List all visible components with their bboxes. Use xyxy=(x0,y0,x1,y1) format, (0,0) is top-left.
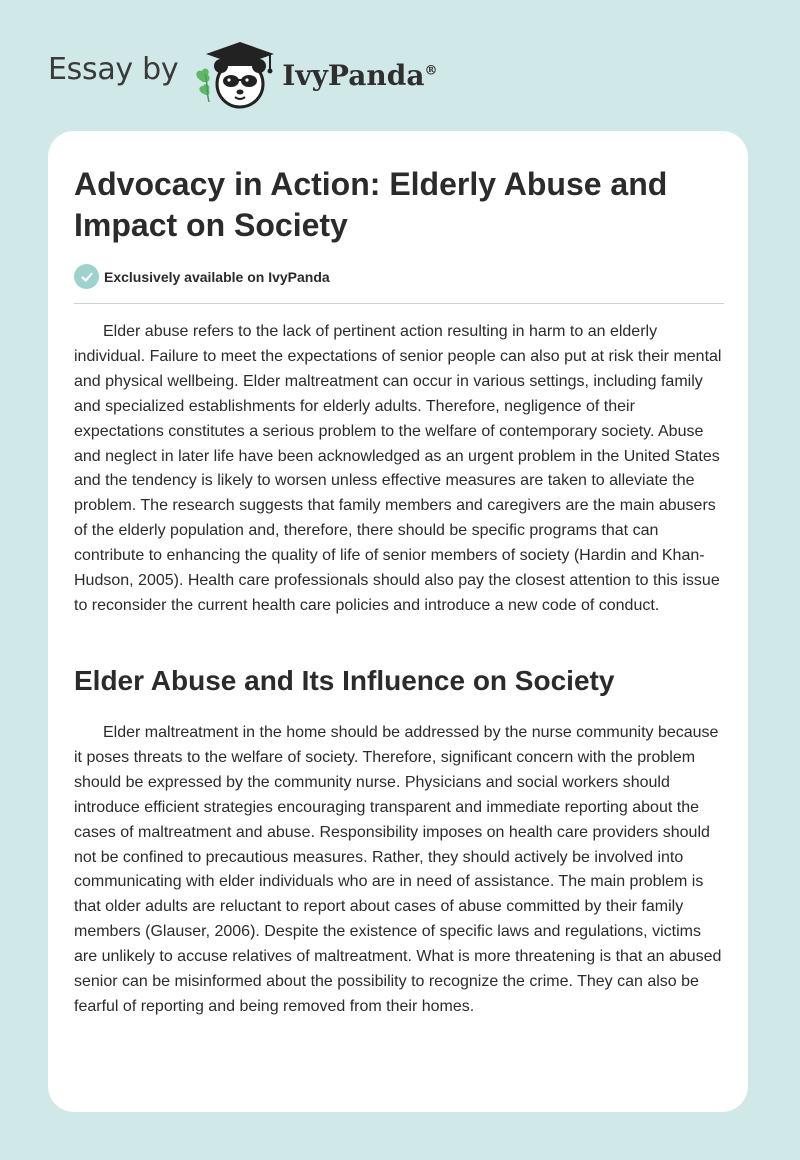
page-title: Advocacy in Action: Elderly Abuse and Impact on Society xyxy=(74,166,668,243)
check-circle-icon xyxy=(74,264,99,289)
essay-card xyxy=(48,131,748,1112)
site-header xyxy=(48,36,437,110)
exclusive-badge-label: Exclusively available on IvyPanda xyxy=(104,268,330,285)
divider xyxy=(74,303,724,304)
essay-by-label: Essay by xyxy=(48,51,179,87)
brand-text: IvyPanda xyxy=(282,58,425,92)
section-heading: Elder Abuse and Its Influence on Society xyxy=(74,665,615,696)
registered-mark: ® xyxy=(424,63,438,79)
section-paragraph: Elder maltreatment in the home should be addressed by the nurse community because it poses threats to the welfare of society. Therefore, significant concern with the problem should be expressed by the community nurse. Physicians and social workers should introduce efficient strategies encouraging transparent and immediate reporting about the cases of maltreatment and abuse. Responsibility imposes on health care providers should not be confined to precautious measures. Rather, they should actively be involved into communicating with elder individuals who are in need of assistance. The main problem is that older adults are reluctant to report about cases of abuse committed by their family members (Glauser, 2006). Despite the existence of specific laws and regulations, victims are unlikely to accuse relatives of maltreatment. What is more threatening is that an abused senior can be misinformed about the possibility to recognize the crime. They can also be fearful of reporting and being removed from their homes. xyxy=(74,724,722,1015)
intro-paragraph: Elder abuse refers to the lack of pertinent action resulting in harm to an elderly individual. Failure to meet the expectations of senior people can also put at risk their mental and physical wellbeing. Elder maltreatment can occur in various settings, including family and specialized establishments for elderly adults. Therefore, negligence of their expectations constitutes a serious problem to the welfare of contemporary society. Abuse and neglect in later life have been acknowledged as an urgent problem in the United States and the tendency is likely to worsen unless effective measures are taken to alleviate the problem. The research suggests that family members and caregivers are the main abusers of the elderly population and, therefore, there should be specific programs that can contribute to enhancing the quality of life of senior members of society (Hardin and Khan-Hudson, 2005). Health care professionals should also pay the closest attention to this issue to reconsider the current health care policies and introduce a new code of conduct. xyxy=(74,323,722,614)
exclusive-badge xyxy=(74,264,330,289)
brand-name xyxy=(282,59,437,92)
ivypanda-logo-icon xyxy=(192,36,278,110)
